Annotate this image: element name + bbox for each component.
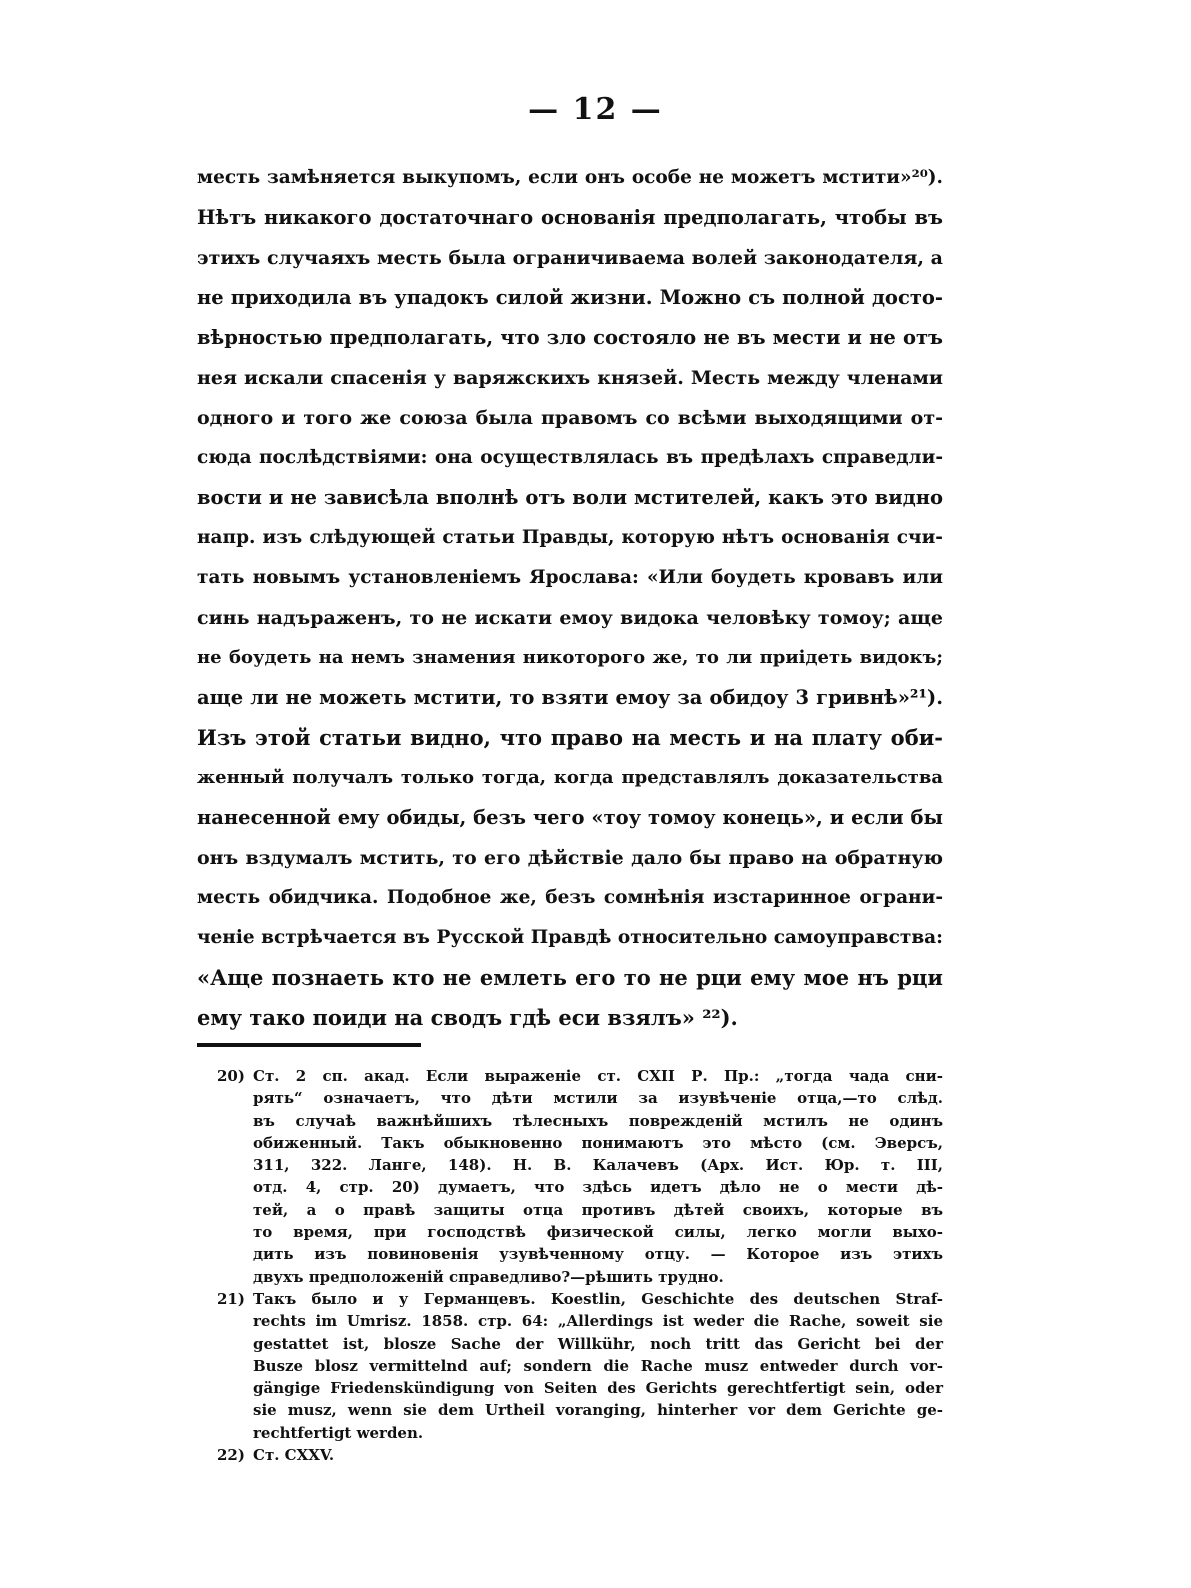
text-line: онъ вздумалъ мстить, то его дѣйствіе дало бы право на обратную [197, 847, 943, 869]
text-line: месть замѣняется выкупомъ, если онъ особе не можетъ мстити»²⁰). [197, 167, 943, 188]
footnote-line: обиженный. Такъ обыкновенно понимаютъ это мѣсто (см. Эверсъ, [253, 1133, 943, 1152]
text-line: тать новымъ установленіемъ Ярослава: «Или боудеть кровавъ или [197, 567, 943, 588]
footnotes [217, 1065, 943, 1466]
footnote-number: 21) [217, 1289, 245, 1308]
text-line: «Аще познаеть кто не емлеть его то не рци ему мое нъ рци [197, 965, 943, 990]
text-line: вости и не зависѣла вполнѣ отъ воли мстителей, какъ это видно [197, 486, 943, 509]
footnote-line: двухъ предположеній справедливо?—рѣшить трудно. [253, 1267, 724, 1286]
text-line: одного и того же союза была правомъ со всѣми выходящими от- [197, 407, 943, 429]
text-line: сюда послѣдствіями: она осуществлялась въ предѣлахъ справедли- [197, 447, 943, 468]
text-line: нея искали спасенія у варяжскихъ князей. Месть между членами [197, 367, 943, 389]
page-number: — 12 — [528, 92, 663, 127]
footnote-line: то время, при господствѣ физической силы, легко могли выхо- [253, 1223, 943, 1242]
text-line: не приходила въ упадокъ силой жизни. Можно съ полной досто- [197, 286, 943, 309]
footnote-line: sie musz, wenn sie dem Urtheil voranging, hinterher vor dem Gerichte ge- [253, 1401, 943, 1420]
footnote-line: gestattet ist, blosze Sache der Willkühr, noch tritt das Gericht bei der [253, 1334, 943, 1353]
footnote-line: рять“ означаетъ, что дѣти мстили за изувѣченіе отца,—то слѣд. [253, 1089, 943, 1108]
footnote-line [217, 1288, 943, 1310]
footnote-line: 311, 322. Ланге, 148). Н. В. Калачевъ (Арх. Ист. Юр. т. III, [253, 1156, 943, 1175]
text-line: этихъ случаяхъ месть была ограничиваема волей законодателя, а [197, 247, 943, 269]
footnote-line: gängige Friedenskündigung von Seiten des Gerichts gerechtfertigt sein, oder [253, 1379, 943, 1398]
footnote-line [217, 1065, 943, 1087]
text-line: нанесенной ему обиды, безъ чего «тоу томоу конець», и если бы [197, 806, 943, 829]
text-line: синь надъраженъ, то не искати емоу видока человѣку томоу; аще [197, 607, 943, 629]
text-line: аще ли не можеть мстити, то взяти емоу за обидоу 3 гривнѣ»²¹). [197, 686, 943, 709]
footnote-line [217, 1444, 943, 1466]
footnote-line: въ случаѣ важнѣйшихъ тѣлесныхъ поврежденій мстилъ не одинъ [253, 1111, 943, 1130]
text-line: вѣрностью предполагать, что зло состояло не въ мести и не отъ [197, 326, 943, 349]
text-line: ченіе встрѣчается въ Русской Правдѣ относительно самоуправства: [197, 927, 943, 948]
text-line: женный получалъ только тогда, когда представлялъ доказательства [197, 767, 943, 788]
footnote-line: Busze blosz vermittelnd auf; sondern die Rache musz entweder durch vor- [253, 1356, 943, 1375]
footnote-line: rechtfertigt werden. [253, 1423, 424, 1442]
text-line: Нѣтъ никакого достаточнаго основанія предполагать, чтобы въ [197, 206, 943, 229]
text-line: месть обидчика. Подобное же, безъ сомнѣнія изстаринное ограни- [197, 887, 943, 908]
footnote-text: Ст. 2 сп. акад. Если выраженіе ст. CXII Р. Пр.: „тогда чада сни- [253, 1067, 943, 1085]
footnote-number: 20) [217, 1067, 245, 1085]
footnote-text: Такъ было и у Германцевъ. Koestlin, Geschichte des deutschen Straf- [253, 1289, 943, 1308]
footnote-line: rechts im Umrisz. 1858. стр. 64: „Allerdings ist weder die Rache, soweit sie [253, 1312, 943, 1331]
footnote-number: 22) [217, 1446, 245, 1465]
footnote-line: дить изъ повиновенія узувѣченному отцу. — Которое изъ этихъ [253, 1245, 943, 1264]
text-line: Изъ этой статьи видно, что право на месть и на плату оби- [197, 725, 943, 750]
text-line: не боудеть на немъ знамения никоторого же, то ли приідеть видокъ; [197, 647, 943, 668]
text-line: напр. изъ слѣдующей статьи Правды, которую нѣтъ основанія счи- [197, 527, 943, 548]
footnote-line: тей, а о правѣ защиты отца противъ дѣтей своихъ, которые въ [253, 1200, 943, 1219]
footnote-divider [197, 1043, 421, 1047]
main-text [197, 158, 943, 1038]
text-line: ему тако поиди на сводъ гдѣ еси взялъ» ²²). [197, 1005, 738, 1030]
footnote-text: Ст. CXXV. [253, 1446, 335, 1465]
footnote-line: отд. 4, стр. 20) думаетъ, что здѣсь идетъ дѣло не о мести дѣ- [253, 1178, 943, 1197]
